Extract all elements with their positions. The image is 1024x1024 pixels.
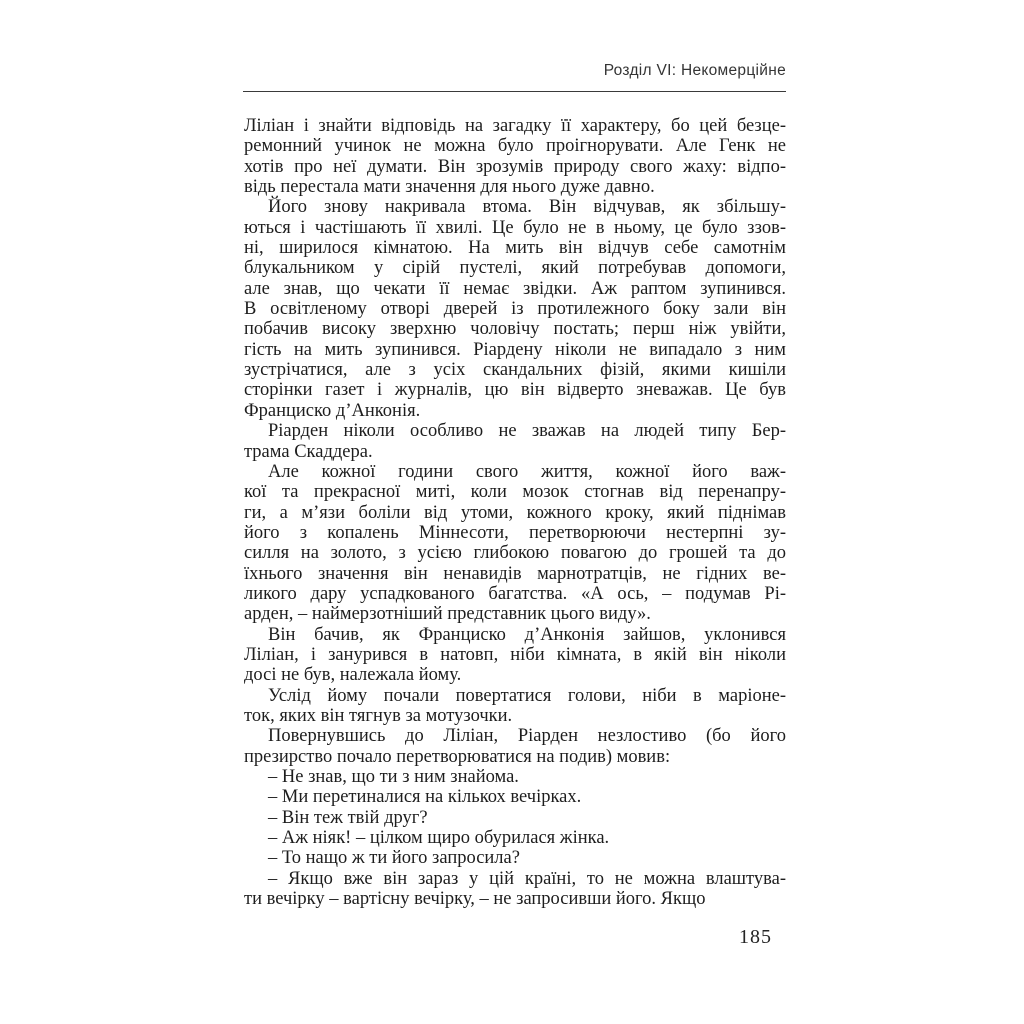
text-block (244, 116, 786, 909)
text-line: хотів про неї думати. Він зрозумів природу свого жаху: відпо- (244, 156, 786, 177)
text-line: Франциско д’Анконія. (244, 400, 421, 421)
text-line: – То нащо ж ти його запросила? (268, 848, 520, 869)
text-line: Ріарден ніколи особливо не зважав на людей типу Бер- (268, 421, 786, 442)
text-line: ги, а м’язи боліли від утоми, кожного кроку, який піднімав (244, 502, 786, 523)
text-line: Ліліан і знайти відповідь на загадку її характеру, бо цей безце- (244, 116, 786, 136)
text-line: – Він теж твій друг? (268, 807, 428, 828)
text-line: – Не знав, що ти з ним знайома. (268, 767, 519, 787)
text-line: – Якщо вже він зараз у цій країні, то не можна влаштува- (268, 868, 786, 889)
text-line: відь перестала мати значення для нього дуже давно. (244, 177, 655, 198)
text-line: Він бачив, як Франциско д’Анконія зайшов, уклонився (268, 624, 786, 645)
text-line: сторінки газет і журналів, цю він відверто зневажав. Це був (244, 380, 786, 401)
text-line: арден, – наймерзотніший представник цього виду». (244, 604, 651, 625)
text-line: ти вечірку – вартісну вечірку, – не запросивши його. Якщо (244, 889, 706, 910)
text-line: ликого дару успадкованого багатства. «А ось, – подумав Рі- (244, 583, 786, 604)
text-line: ються і частішають її хвилі. Це було не в ньому, це було ззов- (244, 217, 786, 238)
text-line: блукальником у сірій пустелі, який потребував допомоги, (244, 258, 786, 279)
text-line: їхнього значення він ненавидів марнотратців, не гідних ве- (244, 563, 786, 584)
header-rule (243, 91, 786, 92)
text-line: Але кожної години свого життя, кожної його важ- (268, 461, 786, 482)
text-line: зустрічатися, але з усіх скандальних фізій, якими кишіли (244, 360, 786, 381)
text-line: В освітленому отворі дверей із протилежного боку зали він (244, 299, 786, 320)
text-line: його з копалень Міннесоти, перетворюючи нестерпні зу- (244, 522, 786, 543)
text-line: ток, яких він тягнув за мотузочки. (244, 705, 513, 726)
text-line: Ліліан, і занурився в натовп, ніби кімната, в якій він ніколи (244, 644, 786, 665)
text-line: презирство почало перетворюватися на подив) мовив: (244, 746, 671, 767)
text-line: кої та прекрасної миті, коли мозок стогнав від перенапру- (244, 482, 786, 503)
text-line: ні, ширилося кімнатою. На мить він відчув себе самотнім (244, 238, 786, 259)
chapter-header: Розділ VI: Некомерційне (603, 62, 786, 79)
text-line: силля на золото, з усією глибокою повагою до грошей та до (244, 543, 786, 564)
text-line: Повернувшись до Ліліан, Ріарден незлостиво (бо його (268, 726, 786, 747)
text-line: досі не був, належала йому. (244, 665, 462, 686)
text-line: трама Скаддера. (244, 441, 373, 462)
text-line: гість на мить зупинився. Ріардену ніколи не випадало з ним (244, 339, 786, 360)
text-line: побачив високу зверхню чоловічу постать; перш ніж увійти, (244, 319, 786, 340)
text-line: Услід йому почали повертатися голови, ніби в маріоне- (268, 685, 786, 706)
text-line: але знав, що чекати її немає звідки. Аж раптом зупинився. (244, 278, 786, 299)
text-line: ремонний учинок не можна було проігнорувати. Але Генк не (244, 136, 786, 157)
text-line: – Аж ніяк! – цілком щиро обурилася жінка. (268, 828, 610, 849)
page-number: 185 (739, 926, 772, 948)
text-line: – Ми перетиналися на кількох вечірках. (268, 787, 582, 808)
text-line: Його знову накривала втома. Він відчував, як збільшу- (268, 197, 786, 218)
